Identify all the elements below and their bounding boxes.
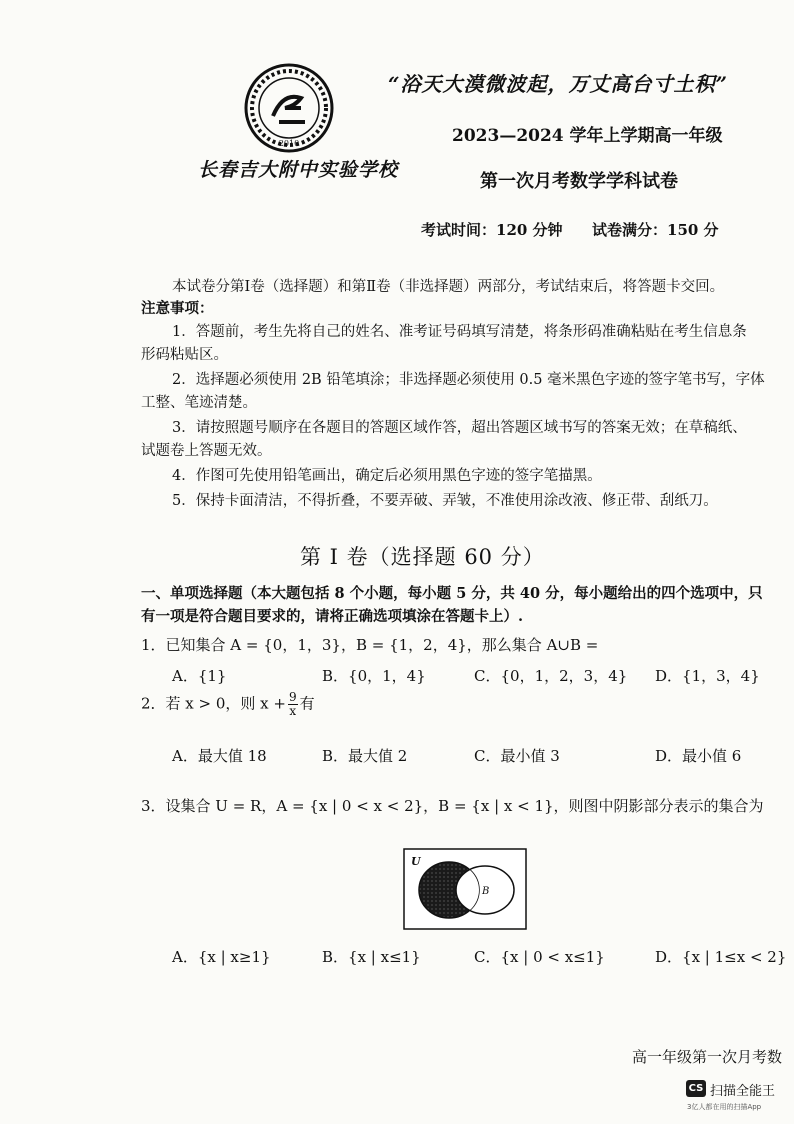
school-seal-logo [243,62,335,154]
question-1-option-d: D．{1，3，4} [655,667,760,685]
question-2-option-a: A．最大值 18 [172,747,267,765]
question-1-option-c: C．{0，1，2，3，4} [474,667,628,685]
scanner-logo-icon: CS [686,1080,706,1097]
notice-line: 2．选择题必须使用 2B 铅笔填涂；非选择题必须使用 0.5 毫米黑色字迹的签字笔书写，字体 [172,372,765,388]
question-3-stem: 3．设集合 U = R，A = {x | 0 < x < 2}，B = {x | x < 1}，则图中阴影部分表示的集合为 [141,797,764,815]
question-1-option-b: B．{0，1，4} [322,667,426,685]
question-1-option-a: A．{1} [172,667,227,685]
notice-line: 4．作图可先使用铅笔画出，确定后必须用黑色字迹的签字笔描黑。 [172,468,602,484]
section-title: 第 Ⅰ 卷（选择题 60 分） [300,545,545,569]
question-2-stem-prefix: 2．若 x > 0，则 x + [141,694,286,713]
venn-label-u: U [411,855,421,868]
exam-time: 考试时间：120 分钟 [421,221,563,239]
question-2-option-b: B．最大值 2 [322,747,408,765]
notice-line: 工整、笔迹清楚。 [141,395,257,411]
notice-line: 3．请按照题号顺序在各题目的答题区域作答，超出答题区域书写的答案无效；在草稿纸、 [172,420,747,436]
question-2-option-c: C．最小值 3 [474,747,560,765]
notice-line: 5．保持卡面清洁，不得折叠，不要弄破、弄皱，不准使用涂改液、修正带、刮纸刀。 [172,493,718,509]
notice-line: 试题卷上答题无效。 [141,443,272,459]
svg-text:2010: 2010 [278,139,300,148]
exam-title: 第一次月考数学学科试卷 [480,171,678,192]
scanner-tagline: 3亿人都在用的扫描App [687,1103,762,1111]
question-2-stem-suffix: 有 [299,694,315,713]
motto: “浴天大漠微波起，万丈高台寸土积” [388,72,729,96]
school-name: 长春吉大附中实验学校 [198,159,399,181]
footer-page-label: 高一年级第一次月考数 [632,1048,783,1066]
question-3-option-c: C．{x | 0 < x≤1} [474,948,605,966]
question-1-stem: 1．已知集合 A = {0，1，3}，B = {1，2，4}，那么集合 A∪B = [141,636,599,654]
venn-label-b: B [482,886,490,897]
question-2-stem [141,691,315,718]
academic-year-line: 2023—2024 学年上学期高一年级 [452,126,723,146]
notice-line: 形码粘贴区。 [141,347,228,363]
section-heading: 一、单项选择题（本大题包括 8 个小题，每小题 5 分，共 40 分，每小题给出的四个选项中，只 [141,585,763,602]
fraction [288,691,298,718]
section-heading: 有一项是符合题目要求的，请将正确选项填涂在答题卡上）. [141,608,524,625]
notice-line: 1．答题前，考生先将自己的姓名、准考证号码填写清楚，将条形码准确粘贴在考生信息条 [172,324,747,340]
fraction-numerator: 9 [288,690,297,704]
venn-diagram [403,848,527,930]
scanner-app-name: 扫描全能王 [710,1084,776,1099]
instructions-intro: 本试卷分第Ⅰ卷（选择题）和第Ⅱ卷（非选择题）两部分，考试结束后，将答题卡交回。 [172,279,725,295]
question-3-option-b: B．{x | x≤1} [322,948,421,966]
fraction-denominator: x [289,704,297,718]
question-2-option-d: D．最小值 6 [655,747,742,765]
question-3-option-a: A．{x | x≥1} [172,948,271,966]
notice-title: 注意事项： [141,300,214,317]
exam-full-score: 试卷满分：150 分 [592,221,719,239]
question-3-option-d: D．{x | 1≤x < 2} [655,948,787,966]
